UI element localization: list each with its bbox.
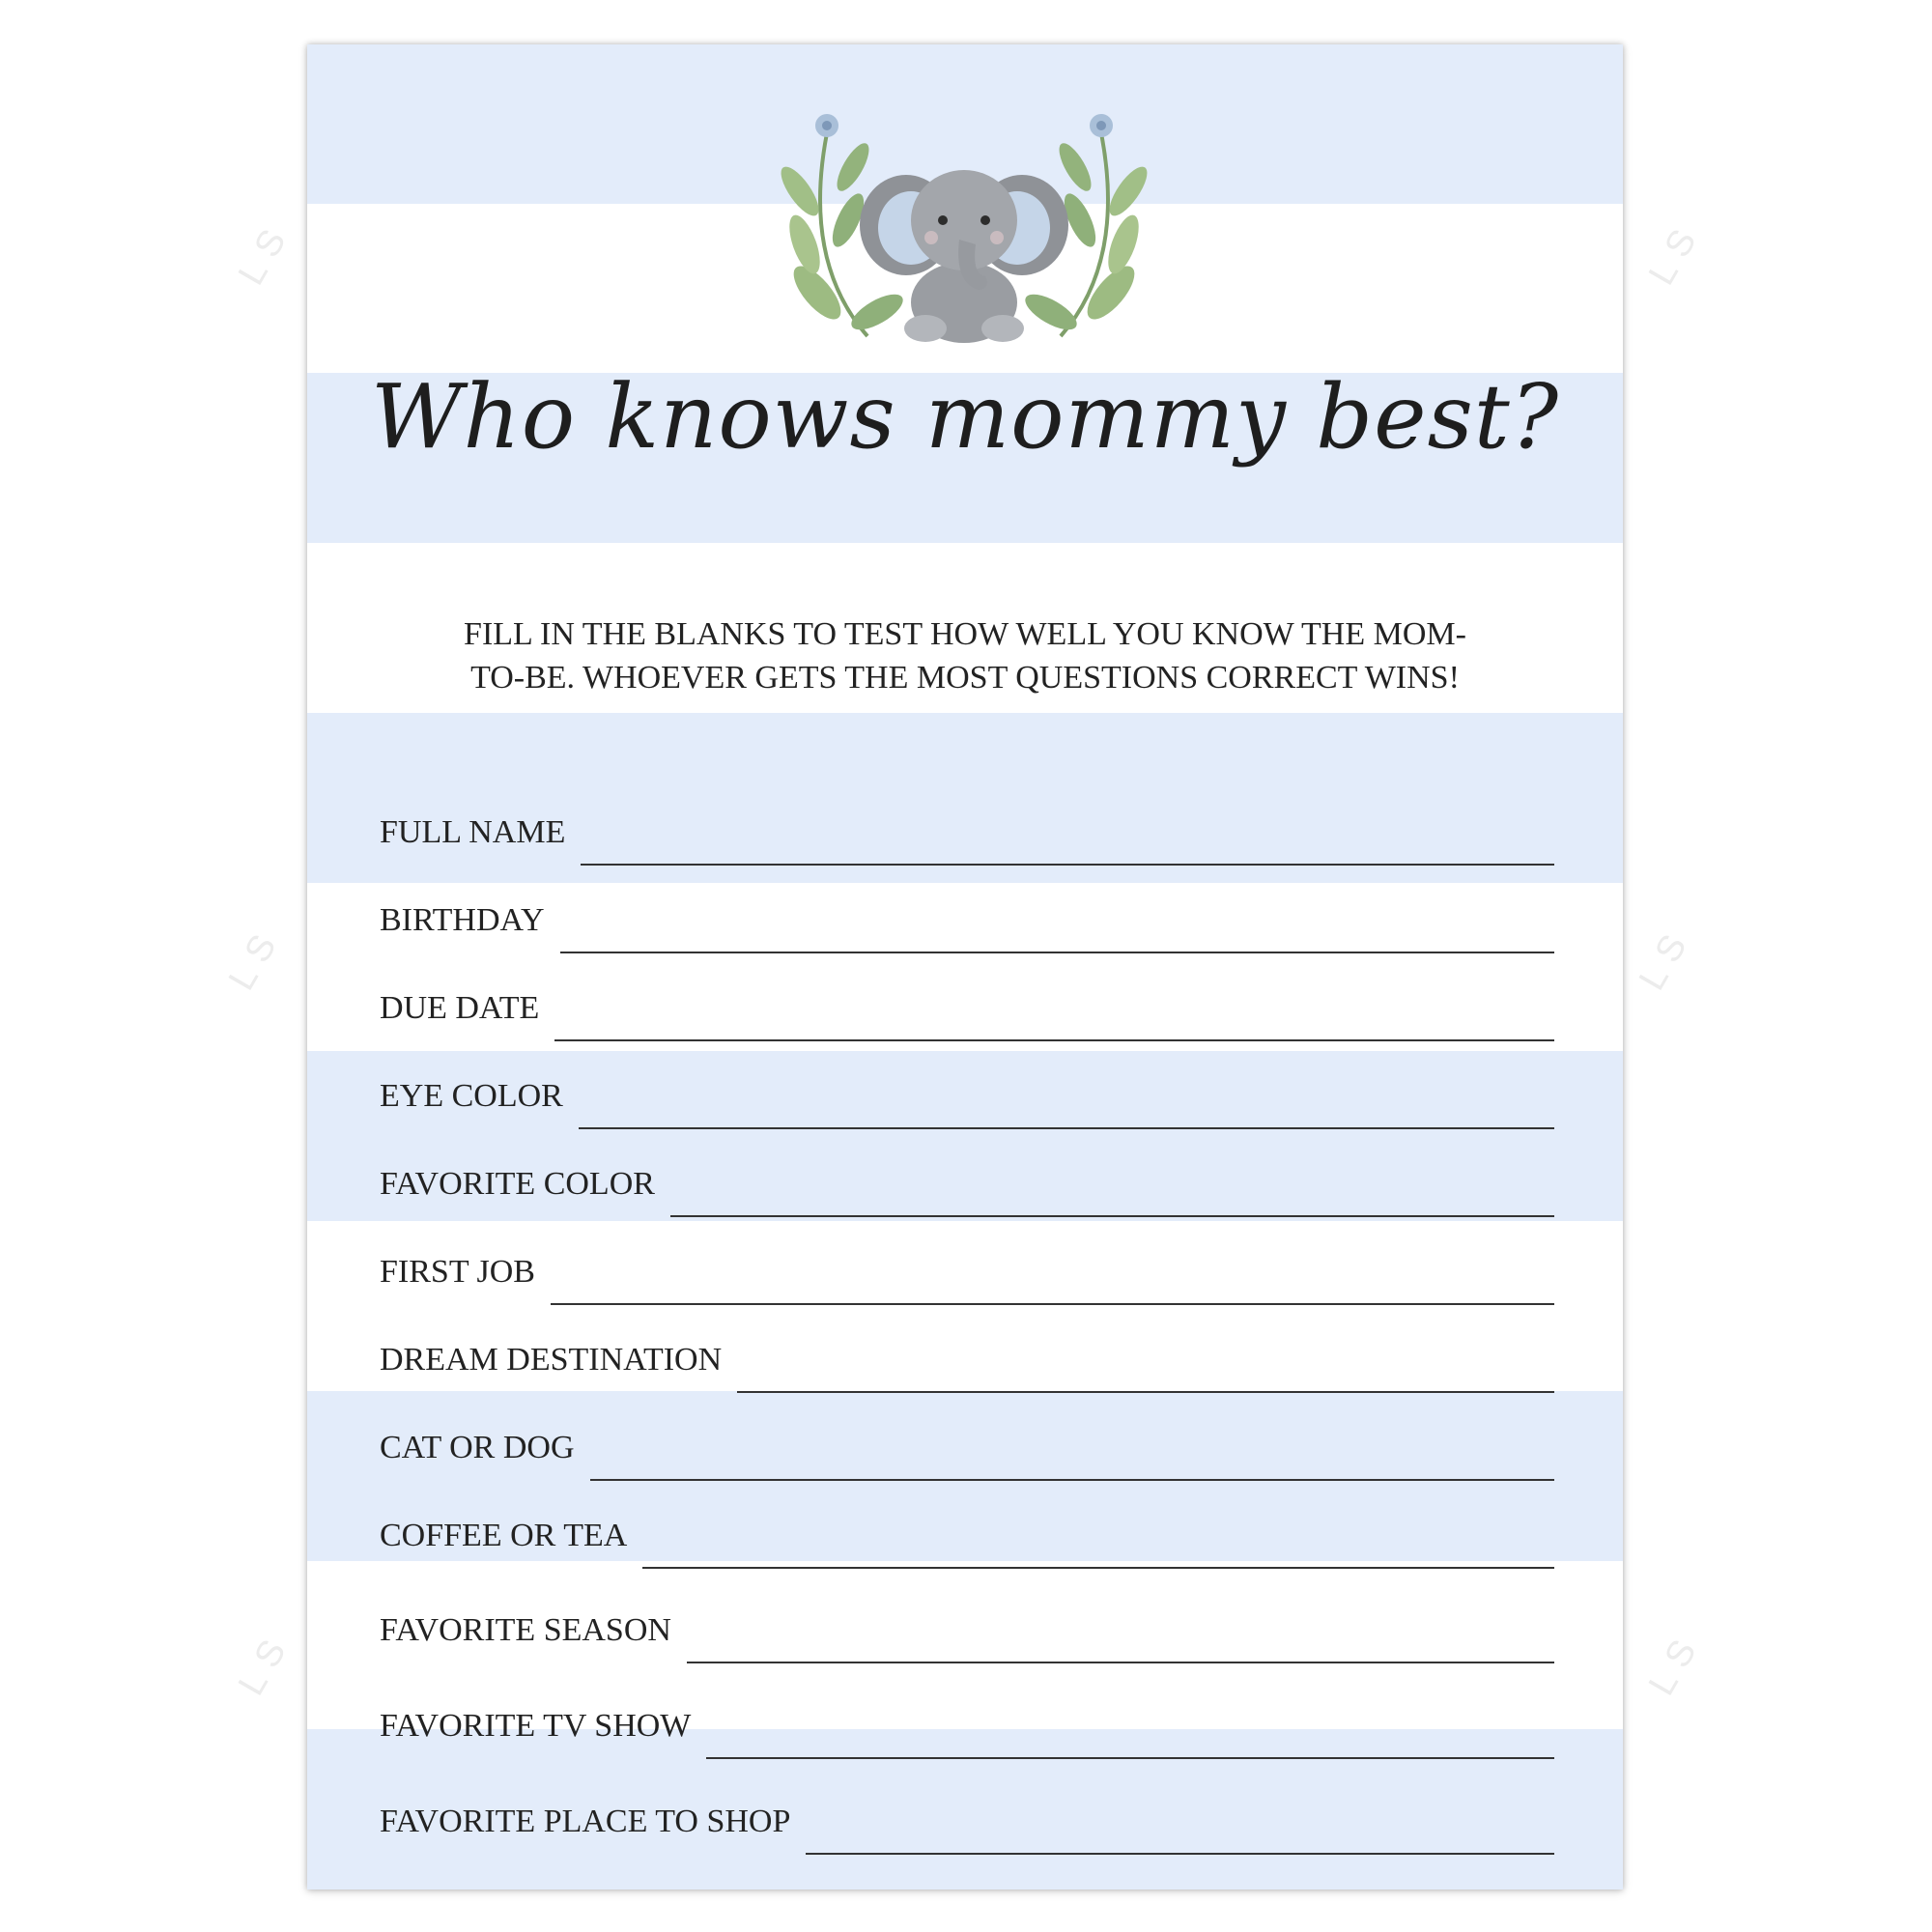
elephant-wreath-illustration <box>761 85 1167 346</box>
field-label: FIRST JOB <box>380 1254 535 1290</box>
answer-line[interactable] <box>670 1215 1554 1217</box>
answer-line[interactable] <box>551 1303 1554 1305</box>
field-label: FAVORITE SEASON <box>380 1612 671 1648</box>
answer-line[interactable] <box>806 1853 1554 1855</box>
field-label: COFFEE OR TEA <box>380 1518 628 1553</box>
field-full-name <box>380 813 1554 852</box>
field-label: EYE COLOR <box>380 1078 563 1114</box>
field-favorite-place-to-shop <box>380 1803 1554 1841</box>
field-label: FAVORITE COLOR <box>380 1166 655 1202</box>
game-card <box>307 44 1623 1889</box>
field-favorite-tv-show <box>380 1707 1554 1746</box>
field-label: FULL NAME <box>380 814 566 850</box>
field-label: FAVORITE PLACE TO SHOP <box>380 1804 791 1839</box>
page-title: Who knows mommy best? <box>370 365 1560 469</box>
field-cat-or-dog <box>380 1429 1554 1467</box>
answer-line[interactable] <box>706 1757 1554 1759</box>
answer-line[interactable] <box>642 1567 1554 1569</box>
answer-line[interactable] <box>581 864 1554 866</box>
instructions-text: FILL IN THE BLANKS TO TEST HOW WELL YOU KNOW THE MOM-TO-BE. WHOEVER GETS THE MOST QUESTIONS CORRECT WINS! <box>464 616 1466 696</box>
field-label: DREAM DESTINATION <box>380 1342 723 1378</box>
watermark: LS <box>1641 213 1711 293</box>
answer-line[interactable] <box>579 1127 1554 1129</box>
field-coffee-or-tea <box>380 1517 1554 1555</box>
watermark: LS <box>231 1623 300 1703</box>
field-dream-destination <box>380 1341 1554 1379</box>
answer-line[interactable] <box>590 1479 1554 1481</box>
field-label: BIRTHDAY <box>380 902 545 938</box>
watermark: LS <box>231 213 300 293</box>
field-label: FAVORITE TV SHOW <box>380 1708 692 1744</box>
answer-line[interactable] <box>687 1662 1554 1663</box>
field-favorite-season <box>380 1611 1554 1650</box>
field-label: DUE DATE <box>380 990 540 1026</box>
watermark: LS <box>1641 1623 1711 1703</box>
field-favorite-color <box>380 1165 1554 1204</box>
watermark: LS <box>1632 918 1701 998</box>
answer-line[interactable] <box>737 1391 1554 1393</box>
watermark: LS <box>221 918 291 998</box>
answer-line[interactable] <box>560 952 1555 953</box>
stripe <box>307 713 1623 883</box>
field-due-date <box>380 989 1554 1028</box>
answer-line[interactable] <box>554 1039 1554 1041</box>
field-label: CAT OR DOG <box>380 1430 575 1465</box>
field-eye-color <box>380 1077 1554 1116</box>
field-birthday <box>380 901 1554 940</box>
field-first-job <box>380 1253 1554 1292</box>
